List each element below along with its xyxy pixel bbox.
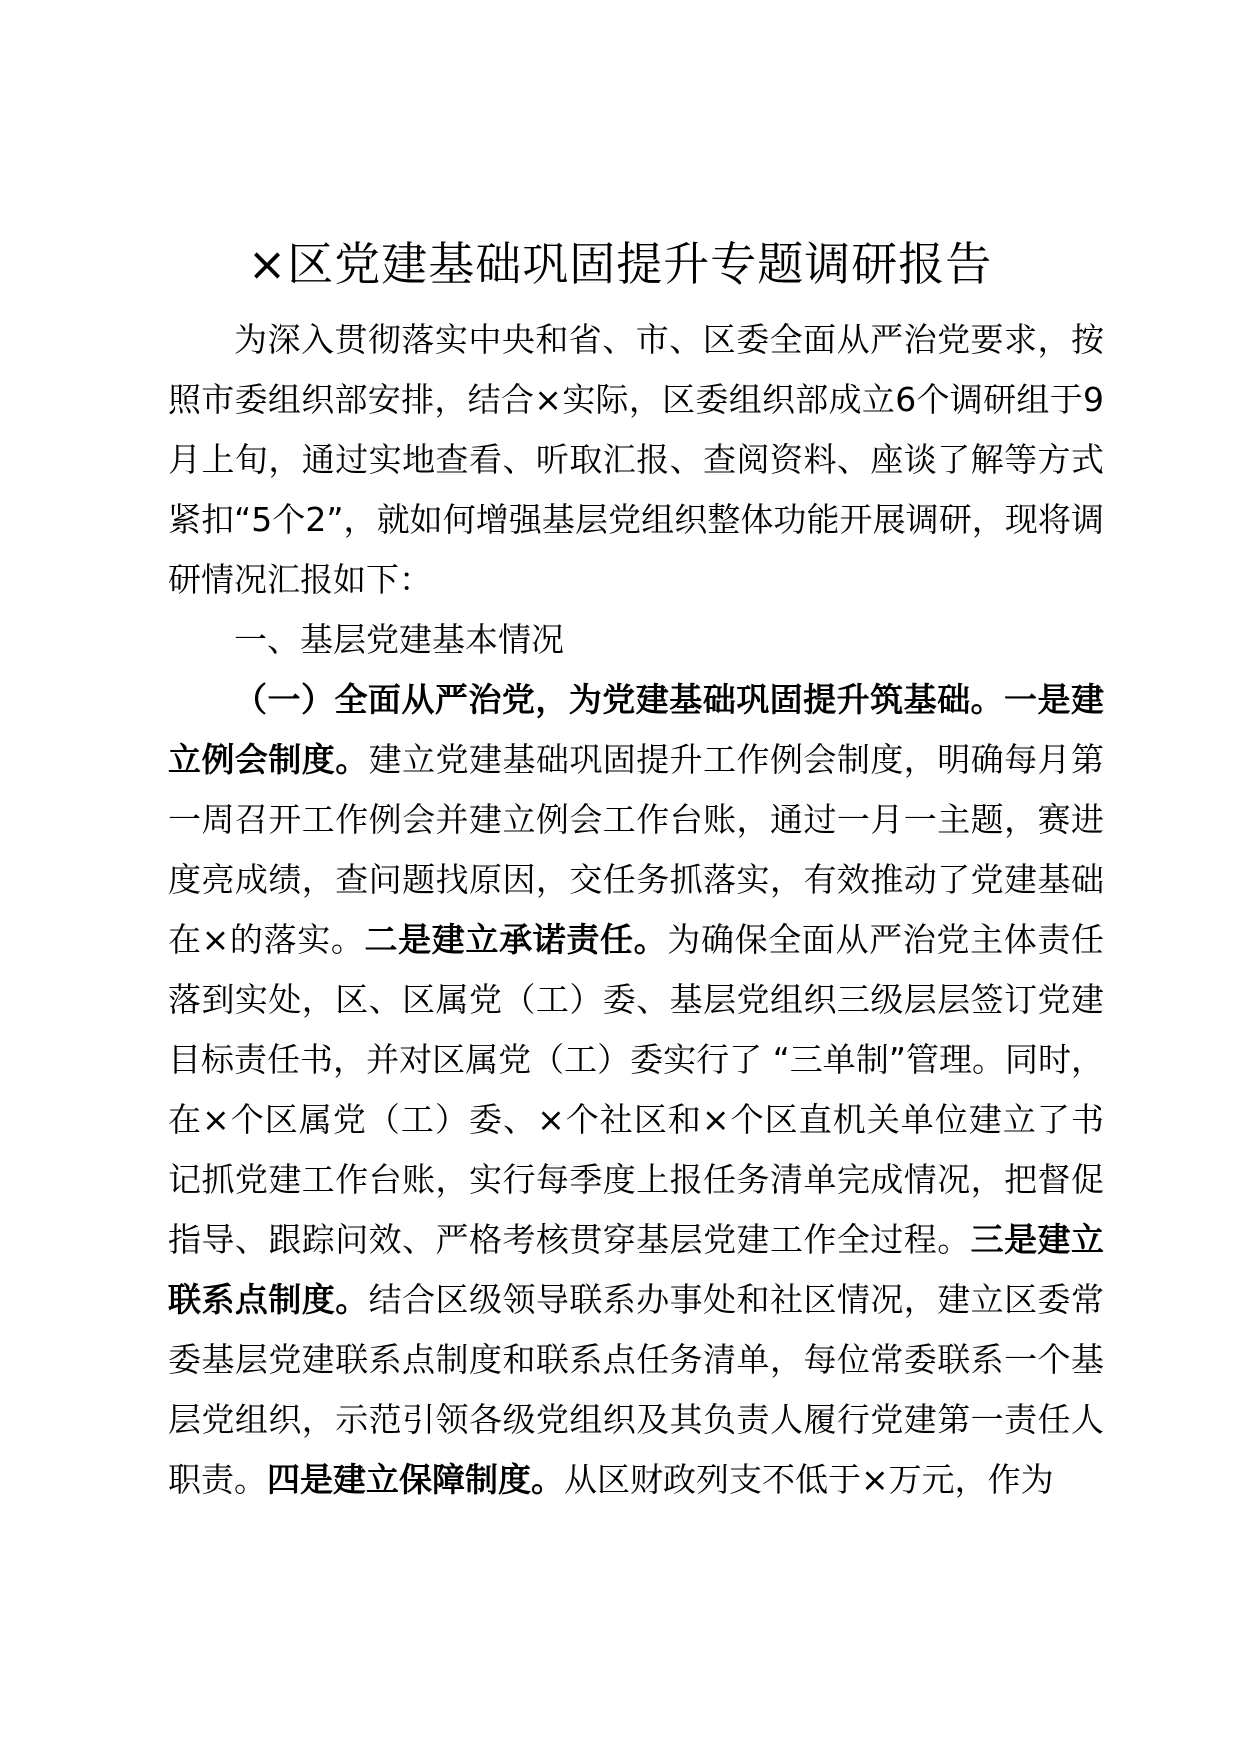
- intro-paragraph: 为深入贯彻落实中央和省、市、区委全面从严治党要求，按照市委组织部安排，结合×实际，区委组织部成立6个调研组于9月上旬，通过实地查看、听取汇报、查阅资料、座谈了解等方式紧扣“5个2”，就如何增强基层党组织整体功能开展调研，现将调研情况汇报如下：: [168, 320, 1104, 599]
- subsection-paragraph: [168, 670, 1104, 1510]
- section-heading: 一、基层党建基本情况: [234, 620, 564, 659]
- document-title: ×区党建基础巩固提升专题调研报告: [247, 237, 993, 291]
- item-2-label: 二是建立承诺责任。: [364, 920, 668, 959]
- item-1-text: 建立党建基础巩固提升工作例会制度，明确每月第一周召开工作例会并建立例会工作台账，通过一月一主题，赛进度亮成绩，查问题找原因，交任务抓落实，有效推动了党建基础在×的落实。: [168, 740, 1105, 959]
- item-3-label: 三是建立联系点制度。: [168, 1220, 1105, 1319]
- subsection-heading: （一）全面从严治党，为党建基础巩固提升筑基础。: [234, 680, 1005, 719]
- document-body: [168, 310, 1104, 1510]
- item-4-label: 四是建立保障制度。: [267, 1460, 564, 1499]
- item-2-text: 为确保全面从严治党主体责任落到实处，区、区属党（工）委、基层党组织三级层层签订党建目标责任书，并对区属党（工）委实行了 “三单制”管理。同时，在×个区属党（工）委、×个社区和×个区直机关单位建立了书记抓党建工作台账，实行每季度上报任务清单完成情况，把督促指导、跟踪问效、严格考核贯穿基层党建工作全过程。: [168, 920, 1105, 1259]
- item-4-text: 从区财政列支不低于×万元，作为: [564, 1460, 1054, 1499]
- item-1-label: 一是建立例会制度。: [168, 680, 1105, 779]
- item-3-text: 结合区级领导联系办事处和社区情况，建立区委常委基层党建联系点制度和联系点任务清单，每位常委联系一个基层党组织，示范引领各级党组织及其负责人履行党建第一责任人职责。: [168, 1280, 1105, 1499]
